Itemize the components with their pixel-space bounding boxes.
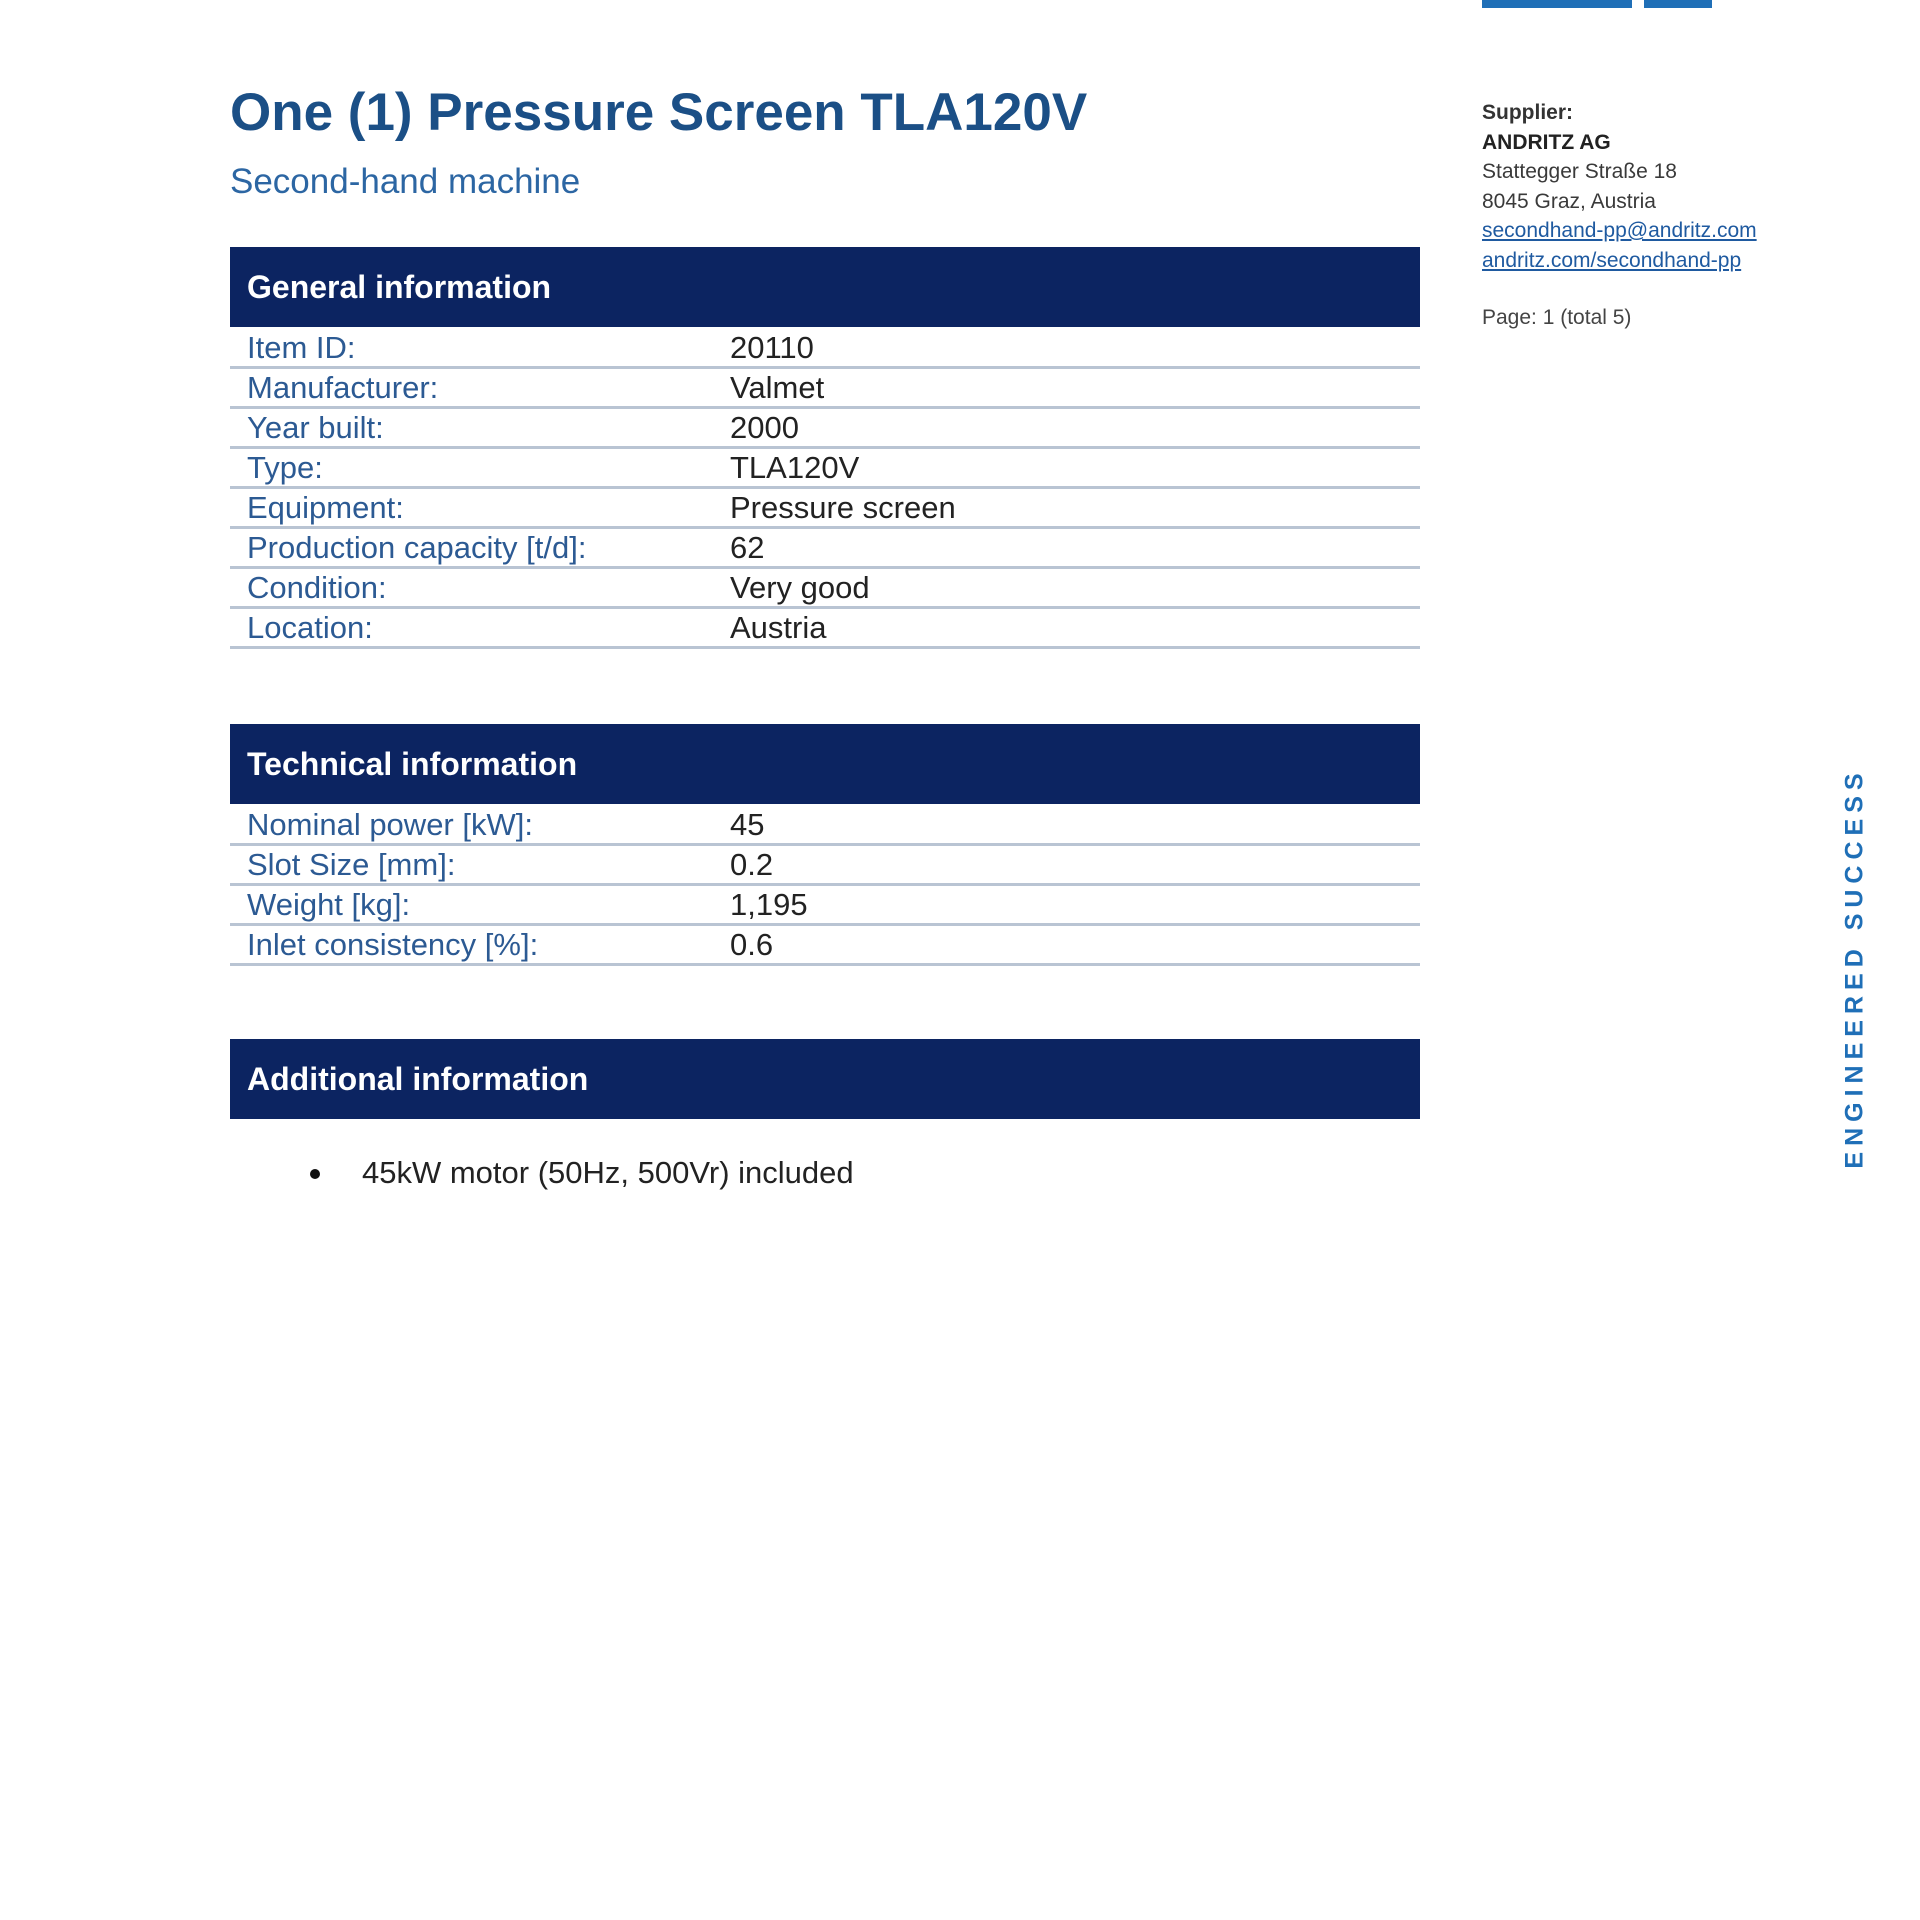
row-label: Inlet consistency [%]: [247, 926, 539, 962]
row-value: 1,195 [730, 886, 808, 922]
section-header: General information [230, 247, 1420, 327]
section-header: Technical information [230, 724, 1420, 804]
table-row [230, 449, 1420, 489]
row-value: 45 [730, 806, 765, 842]
row-value: Austria [730, 609, 827, 645]
row-label: Slot Size [mm]: [247, 846, 456, 882]
row-value: Pressure screen [730, 489, 956, 525]
row-label: Item ID: [247, 329, 356, 365]
general-information-section [230, 247, 1420, 649]
row-label: Condition: [247, 569, 387, 605]
supplier-block [1482, 98, 1757, 333]
row-value: 2000 [730, 409, 799, 445]
brand-logo-bars [1482, 0, 1712, 8]
list-item [230, 1155, 1420, 1191]
table-row [230, 489, 1420, 529]
list-item-text: 45kW motor (50Hz, 500Vr) included [362, 1155, 854, 1190]
supplier-heading: Supplier: [1482, 101, 1574, 124]
supplier-website-link[interactable]: andritz.com/secondhand-pp [1482, 248, 1742, 272]
row-label: Manufacturer: [247, 369, 439, 405]
bullet-icon [310, 1169, 320, 1179]
supplier-company: ANDRITZ AG [1482, 130, 1611, 154]
additional-information-section [230, 1039, 1420, 1119]
row-label: Year built: [247, 409, 384, 445]
supplier-city: 8045 Graz, Austria [1482, 189, 1656, 213]
table-row [230, 329, 1420, 369]
logo-bar-right [1644, 0, 1712, 8]
section-header: Additional information [230, 1039, 1420, 1119]
brand-tagline: ENGINEERED SUCCESS [1840, 767, 1869, 1169]
technical-information-section [230, 724, 1420, 966]
table-row [230, 369, 1420, 409]
page-subtitle: Second-hand machine [230, 162, 581, 201]
page-indicator: Page: 1 (total 5) [1482, 306, 1632, 329]
table-row [230, 846, 1420, 886]
additional-information-list [230, 1155, 1420, 1191]
row-label: Equipment: [247, 489, 404, 525]
table-row [230, 806, 1420, 846]
row-label: Location: [247, 609, 373, 645]
table-row [230, 529, 1420, 569]
row-value: TLA120V [730, 449, 860, 485]
logo-bar-left [1482, 0, 1632, 8]
table-row [230, 886, 1420, 926]
page-title: One (1) Pressure Screen TLA120V [230, 83, 1088, 142]
row-label: Nominal power [kW]: [247, 806, 533, 842]
table-row [230, 409, 1420, 449]
technical-information-table [230, 806, 1420, 966]
row-label: Type: [247, 449, 323, 485]
row-value: Very good [730, 569, 870, 605]
row-value: Valmet [730, 369, 825, 405]
row-label: Production capacity [t/d]: [247, 529, 587, 565]
row-label: Weight [kg]: [247, 886, 411, 922]
row-value: 20110 [730, 329, 814, 365]
table-row [230, 569, 1420, 609]
table-row [230, 609, 1420, 649]
row-value: 62 [730, 529, 765, 565]
supplier-street: Stattegger Straße 18 [1482, 160, 1677, 183]
row-value: 0.2 [730, 846, 774, 882]
table-row [230, 926, 1420, 966]
supplier-email-link[interactable]: secondhand-pp@andritz.com [1482, 219, 1757, 242]
row-value: 0.6 [730, 926, 774, 962]
general-information-table [230, 329, 1420, 649]
